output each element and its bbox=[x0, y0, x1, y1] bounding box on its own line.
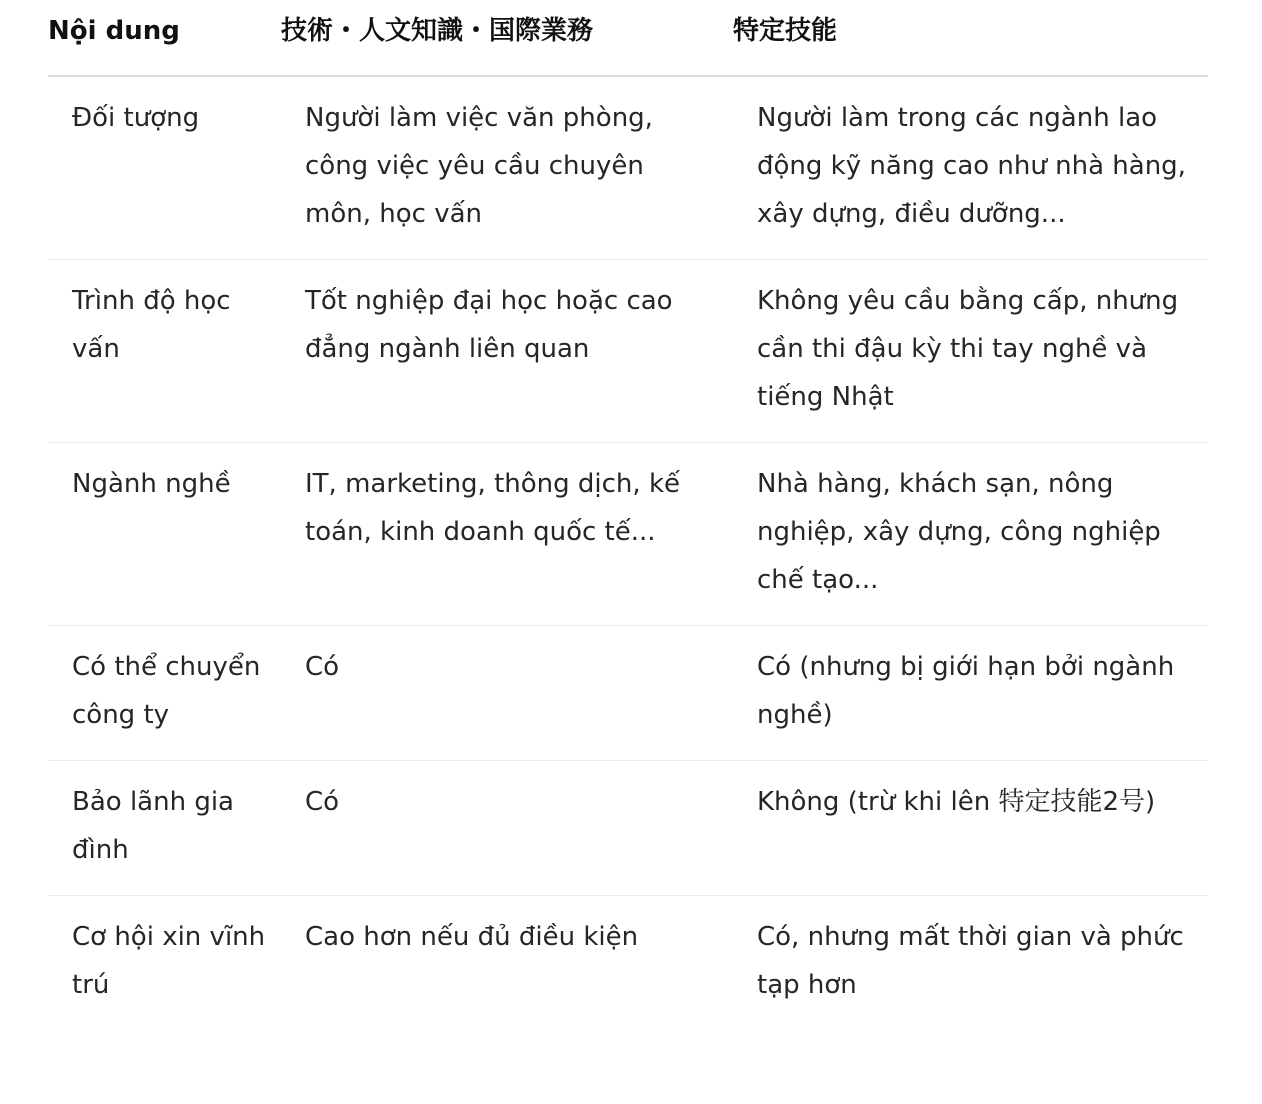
table-row bbox=[48, 761, 1208, 896]
row-label: Cơ hội xin vĩnh trú bbox=[72, 922, 266, 1000]
table-body bbox=[48, 76, 1208, 1030]
row-label: Ngành nghề bbox=[48, 443, 281, 626]
cell-engineer: Cao hơn nếu đủ điều kiện bbox=[305, 922, 639, 952]
cell-specified: Không yêu cầu bằng cấp, nhưng cần thi đậu kỳ thi tay nghề và tiếng Nhật bbox=[733, 260, 1208, 443]
cell-engineer: Người làm việc văn phòng, công việc yêu cầu chuyên môn, học vấn bbox=[281, 76, 733, 260]
cell-specified: Không (trừ khi lên 特定技能2号) bbox=[733, 761, 1208, 896]
table-row bbox=[48, 626, 1208, 761]
cell-engineer: Có bbox=[281, 626, 733, 761]
table-row bbox=[48, 76, 1208, 260]
row-label: Có thể chuyển công ty bbox=[48, 626, 281, 761]
table-row bbox=[48, 260, 1208, 443]
cell-specified: Nhà hàng, khách sạn, nông nghiệp, xây dựng, công nghiệp chế tạo... bbox=[733, 443, 1208, 626]
header-content: Nội dung bbox=[48, 0, 281, 76]
table-row bbox=[48, 896, 1208, 1031]
cell-specified: Có (nhưng bị giới hạn bởi ngành nghề) bbox=[733, 626, 1208, 761]
row-label: Bảo lãnh gia đình bbox=[48, 761, 281, 896]
table-row bbox=[48, 443, 1208, 626]
row-label: Trình độ học vấn bbox=[48, 260, 281, 443]
comparison-table bbox=[48, 0, 1208, 1030]
header-engineer-humanities: 技術・人文知識・国際業務 bbox=[281, 0, 733, 76]
row-label: Đối tượng bbox=[48, 76, 281, 260]
header-specified-skills: 特定技能 bbox=[733, 0, 1208, 76]
header-row bbox=[48, 0, 1208, 76]
cell-engineer: IT, marketing, thông dịch, kế toán, kinh doanh quốc tế... bbox=[281, 443, 733, 626]
comparison-table-container bbox=[48, 0, 1208, 1030]
table-header bbox=[48, 0, 1208, 76]
cell-engineer: Có bbox=[281, 761, 733, 896]
cell-specified: Có, nhưng mất thời gian và phức tạp hơn bbox=[757, 922, 1184, 1000]
cell-specified: Người làm trong các ngành lao động kỹ năng cao như nhà hàng, xây dựng, điều dưỡng... bbox=[733, 76, 1208, 260]
cell-engineer: Tốt nghiệp đại học hoặc cao đẳng ngành liên quan bbox=[281, 260, 733, 443]
